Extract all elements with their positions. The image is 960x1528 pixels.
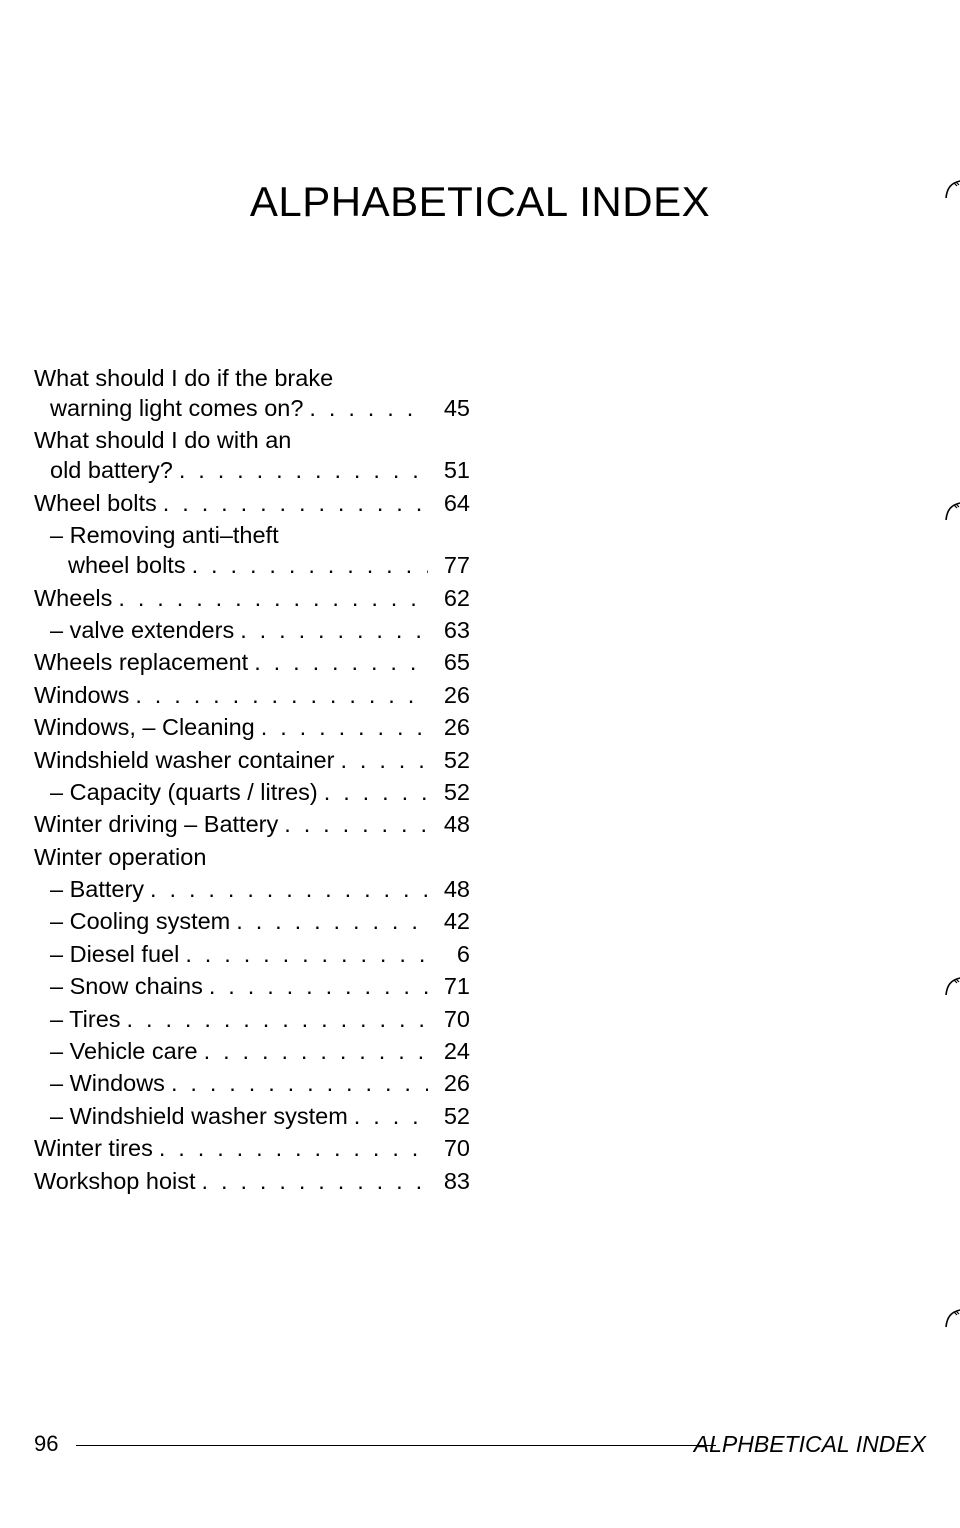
entry-label: – Cooling system	[50, 908, 231, 935]
index-subentry	[34, 777, 470, 807]
page-reference: 6	[456, 940, 470, 967]
dot-leader	[204, 1036, 428, 1066]
entry-label: What should I do with an	[34, 427, 292, 454]
entry-label: – Tires	[50, 1005, 121, 1032]
entry-heading: Winter operation	[34, 843, 207, 870]
index-subentry	[34, 1068, 470, 1098]
dot-leader	[284, 809, 428, 839]
index-subentry	[34, 615, 470, 645]
dot-leader	[150, 874, 428, 904]
entry-label-continued: warning light comes on?	[50, 395, 304, 421]
page-reference: 71	[443, 973, 470, 1000]
footer-section-title: ALPHBETICAL INDEX	[693, 1431, 926, 1457]
index-subentry	[34, 1004, 470, 1034]
page-reference: 52	[443, 778, 470, 805]
index-entry	[34, 488, 470, 518]
dot-leader	[261, 712, 428, 742]
page-reference: 65	[443, 649, 470, 676]
page-reference: 48	[443, 876, 470, 903]
page-reference: 52	[443, 1102, 470, 1129]
dot-leader	[202, 1166, 428, 1196]
entry-label: What should I do if the brake	[34, 365, 334, 391]
entry-label: – Capacity (quarts / litres)	[50, 778, 318, 805]
dot-leader	[209, 971, 428, 1001]
entry-label: Winter tires	[34, 1135, 153, 1162]
page-reference: 83	[443, 1167, 470, 1194]
margin-mark-icon	[942, 178, 960, 200]
page-reference: 63	[443, 616, 470, 643]
index-subentry	[34, 939, 470, 969]
dot-leader	[185, 939, 428, 969]
entry-label: – Diesel fuel	[50, 940, 180, 967]
entry-label: – Vehicle care	[50, 1038, 198, 1065]
dot-leader	[179, 455, 428, 485]
page-footer	[34, 1431, 926, 1461]
page-reference: 70	[443, 1135, 470, 1162]
dot-leader	[163, 488, 428, 518]
entry-label: Workshop hoist	[34, 1167, 196, 1194]
margin-mark-icon	[942, 500, 960, 522]
index-entry	[34, 1166, 470, 1196]
entry-label: Wheels replacement	[34, 649, 249, 676]
page-reference: 26	[443, 1070, 470, 1097]
dot-leader	[159, 1133, 428, 1163]
index-entry	[34, 842, 470, 872]
page-reference: 45	[443, 395, 470, 421]
index-entry	[34, 425, 470, 485]
dot-leader	[240, 615, 428, 645]
entry-label-continued: old battery?	[50, 457, 173, 484]
page-reference: 48	[443, 811, 470, 838]
index-entry	[34, 1133, 470, 1163]
dot-leader	[324, 777, 428, 807]
index-entry	[34, 647, 470, 677]
entry-label: – Windshield washer system	[50, 1102, 348, 1129]
index-entry	[34, 680, 470, 710]
index-subentry	[34, 520, 470, 580]
entry-label: – valve extenders	[50, 616, 235, 643]
index-entry	[34, 745, 470, 775]
index-entry	[34, 583, 470, 613]
dot-leader	[236, 906, 428, 936]
page-reference: 70	[443, 1005, 470, 1032]
page-reference: 26	[443, 714, 470, 741]
page-reference: 77	[443, 552, 470, 579]
page-reference: 62	[443, 584, 470, 611]
page-reference: 42	[443, 908, 470, 935]
entry-label: Wheel bolts	[34, 489, 157, 516]
index-list	[34, 363, 470, 1198]
dot-leader	[118, 583, 428, 613]
page-reference: 64	[443, 489, 470, 516]
entry-label: – Snow chains	[50, 973, 203, 1000]
index-subentry	[34, 1101, 470, 1131]
index-entry	[34, 809, 470, 839]
dot-leader	[192, 550, 428, 580]
entry-label: – Windows	[50, 1070, 165, 1097]
page-title: ALPHABETICAL INDEX	[249, 178, 711, 226]
page-reference: 24	[443, 1038, 470, 1065]
margin-mark-icon	[942, 1307, 960, 1329]
dot-leader	[254, 647, 428, 677]
page-reference: 52	[443, 746, 470, 773]
entry-label: Wheels	[34, 584, 113, 611]
entry-label: Winter driving – Battery	[34, 811, 279, 838]
index-subentry	[34, 874, 470, 904]
page-reference: 26	[443, 681, 470, 708]
entry-label: Windshield washer container	[34, 746, 335, 773]
dot-leader	[354, 1101, 428, 1131]
index-subentry	[34, 1036, 470, 1066]
dot-leader	[171, 1068, 428, 1098]
index-subentry	[34, 971, 470, 1001]
dot-leader	[340, 745, 428, 775]
dot-leader	[309, 393, 428, 423]
dot-leader	[127, 1004, 428, 1034]
entry-label: – Removing anti–theft	[50, 522, 279, 549]
index-entry	[34, 363, 470, 423]
footer-rule	[76, 1445, 716, 1446]
index-entry	[34, 712, 470, 742]
entry-label: Windows	[34, 681, 130, 708]
index-subentry	[34, 906, 470, 936]
margin-mark-icon	[942, 975, 960, 997]
dot-leader	[135, 680, 428, 710]
page-reference: 51	[443, 457, 470, 484]
footer-page-number: 96	[34, 1431, 59, 1456]
entry-label: Windows, – Cleaning	[34, 714, 255, 741]
entry-label: – Battery	[50, 876, 145, 903]
entry-label-continued: wheel bolts	[68, 552, 186, 579]
